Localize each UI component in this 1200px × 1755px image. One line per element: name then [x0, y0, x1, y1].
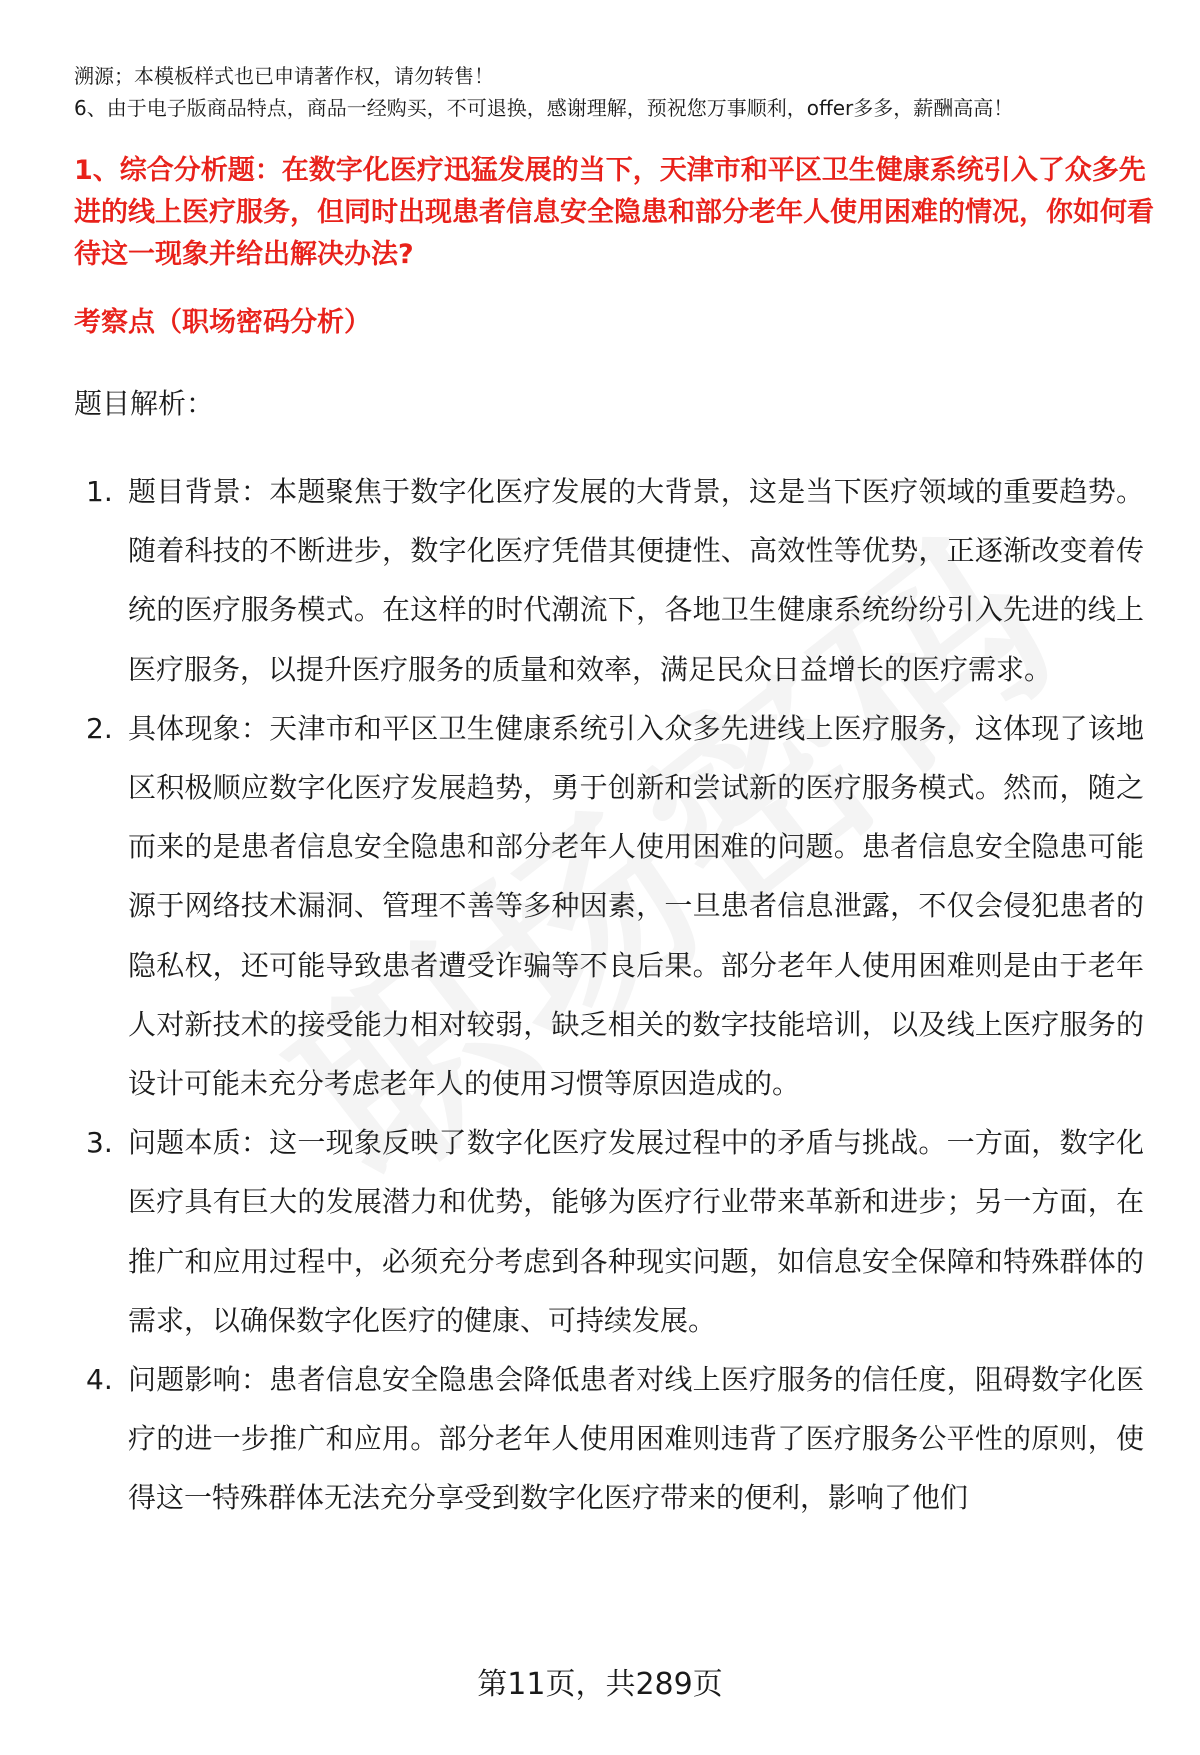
list-item-number: 1. — [86, 475, 113, 508]
notice-line-2: 6、由于电子版商品特点，商品一经购买，不可退换，感谢理解，预祝您万事顺利，offer多多，薪酬高高！ — [74, 96, 1014, 120]
list-item-number: 4. — [86, 1363, 113, 1397]
list-item-text: 题目背景：本题聚焦于数字化医疗发展的大背景，这是当下医疗领域的重要趋势。随着科技的不断进步，数字化医疗凭借其便捷性、高效性等优势，正逐渐改变着传统的医疗服务模式。在这样的时代潮流下，各地卫生健康系统纷纷引入先进的线上医疗服务，以提升医疗服务的质量和效率，满足民众日益增长的医疗需求。 — [128, 475, 1144, 686]
question-heading: 1、综合分析题：在数字化医疗迅猛发展的当下，天津市和平区卫生健康系统引入了众多先进的线上医疗服务，但同时出现患者信息安全隐患和部分老年人使用困难的情况，你如何看待这一现象并给出解决办法? — [74, 155, 1154, 270]
list-item-number: 2. — [86, 711, 113, 745]
analysis-intro: 题目解析： — [74, 387, 215, 420]
notice-line-1: 溯源；本模板样式也已申请著作权，请勿转售！ — [74, 64, 494, 88]
list-item-text: 具体现象：天津市和平区卫生健康系统引入众多先进线上医疗服务，这体现了该地区积极顺应数字化医疗发展趋势，勇于创新和尝试新的医疗服务模式。然而，随之而来的是患者信息安全隐患和部分老年人使用困难的问题。患者信息安全隐患可能源于网络技术漏洞、管理不善等多种因素，一旦患者信息泄露，不仅会侵犯患者的隐私权，还可能导致患者遭受诈骗等不良后果。部分老年人使用困难则是由于老年人对新技术的接受能力相对较弱，缺乏相关的数字技能培训，以及线上医疗服务的设计可能未充分考虑老年人的使用习惯等原因造成的。 — [128, 711, 1144, 1101]
list-item — [74, 699, 1144, 1113]
list-item-number: 3. — [86, 1126, 113, 1160]
section-title: 考察点（职场密码分析） — [74, 307, 371, 338]
page-number-footer: 第11页，共289页 — [477, 1667, 723, 1702]
list-item-text: 问题本质：这一现象反映了数字化医疗发展过程中的矛盾与挑战。一方面，数字化医疗具有巨大的发展潜力和优势，能够为医疗行业带来革新和进步；另一方面，在推广和应用过程中，必须充分考虑到各种现实问题，如信息安全保障和特殊群体的需求，以确保数字化医疗的健康、可持续发展。 — [128, 1126, 1144, 1337]
analysis-list — [74, 462, 1144, 1528]
list-item — [74, 1350, 1144, 1528]
list-item — [74, 1113, 1144, 1350]
list-item-text: 问题影响：患者信息安全隐患会降低患者对线上医疗服务的信任度，阻碍数字化医疗的进一步推广和应用。部分老年人使用困难则违背了医疗服务公平性的原则，使得这一特殊群体无法充分享受到数字化医疗带来的便利，影响了他们 — [128, 1363, 1144, 1515]
list-item — [74, 462, 1144, 699]
